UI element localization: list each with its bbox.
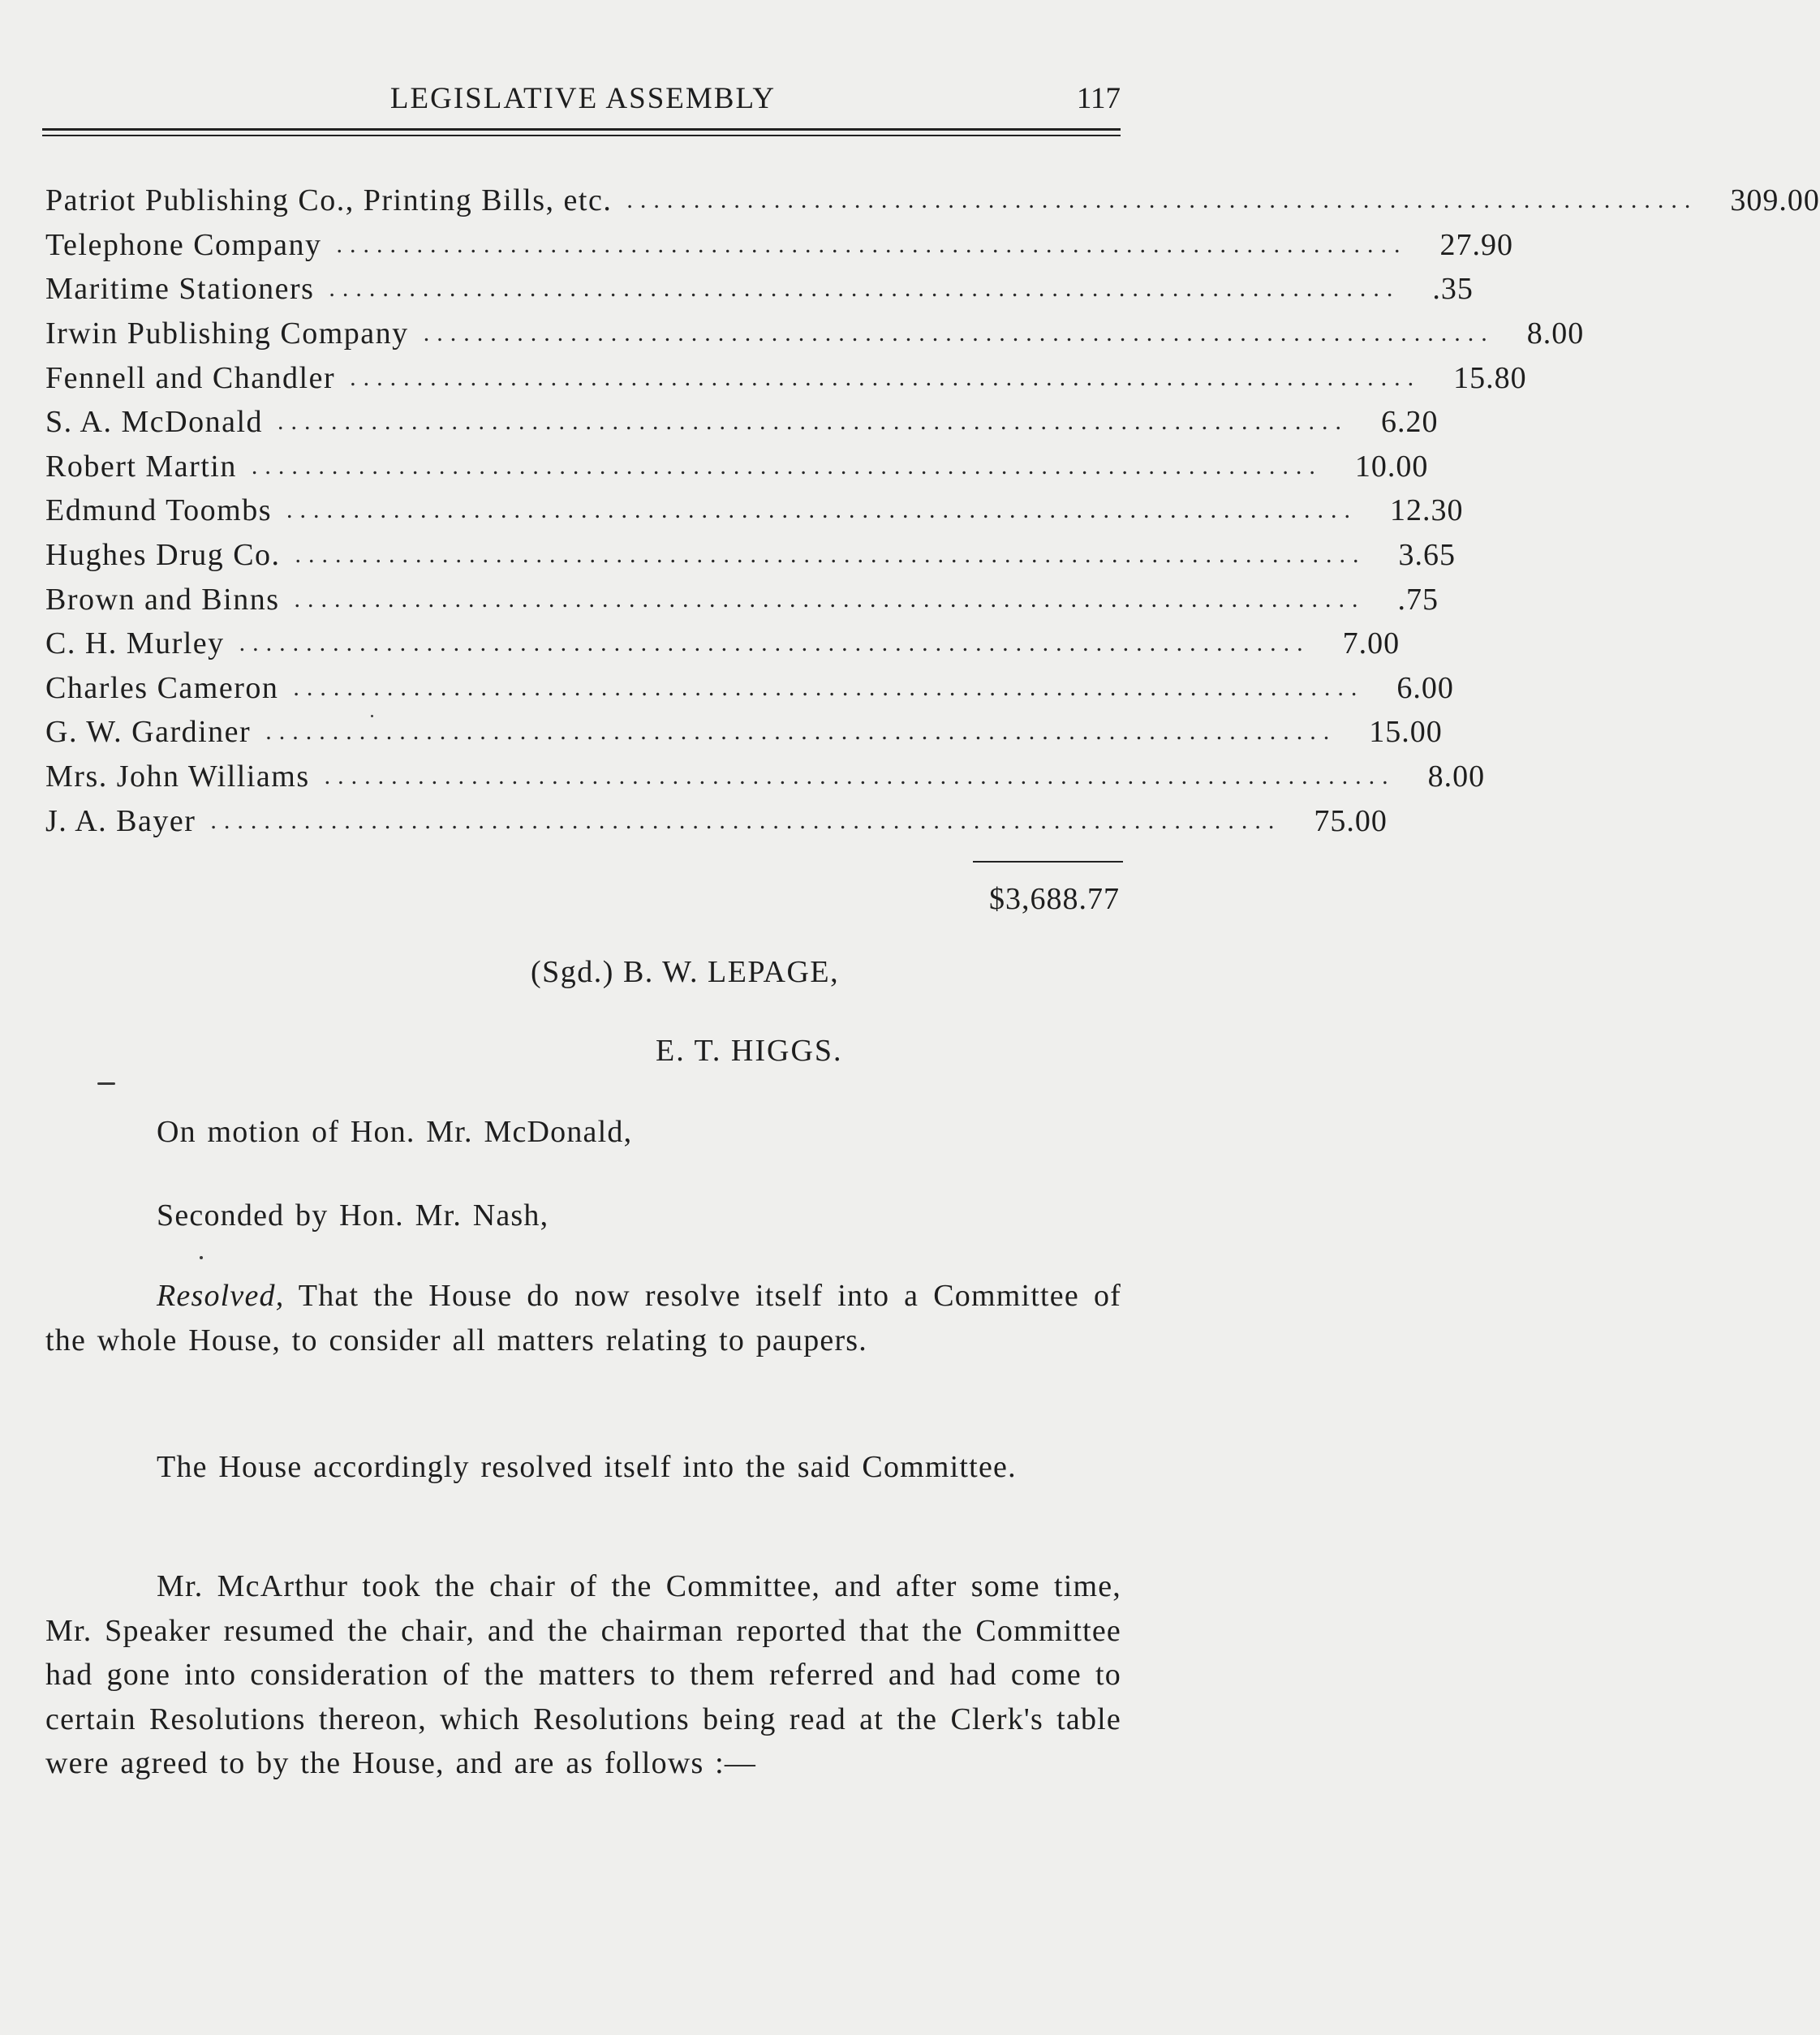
dot-leader: ................................................................................ [293,673,1365,701]
ledger-amount: 8.00 [1526,316,1585,351]
ledger-row [45,577,1439,622]
ledger-row [45,533,1456,578]
ledger-row [45,400,1439,445]
dot-leader: ................................................................................ [278,408,1349,436]
ledger-row [45,223,1513,268]
dot-leader: ................................................................................ [251,452,1323,480]
dot-leader: ................................................................................ [350,364,1422,391]
ledger-row [45,312,1585,356]
ledger-payee: Maritime Stationers [45,272,315,307]
dot-leader: ................................................................................ [336,230,1408,258]
dot-leader: ................................................................................ [294,585,1366,613]
ledger-row [45,355,1527,400]
dot-leader: ................................................................................ [265,718,1337,746]
ledger-payee: Edmund Toombs [45,493,272,528]
dot-leader: ................................................................................ [626,187,1698,214]
dot-leader: ................................................................................ [286,497,1357,524]
ledger-amount: 15.00 [1369,715,1443,750]
ledger-payee: Patriot Publishing Co., Printing Bills, etc. [45,183,613,218]
signature-line-1: (Sgd.) B. W. LEPAGE, [531,955,840,989]
total-rule [973,861,1123,863]
ledger-amount: 309.00 [1730,183,1820,218]
resolved-word: Resolved, [157,1279,285,1313]
ledger-row [45,445,1429,489]
signature-line-2: E. T. HIGGS. [656,1034,843,1068]
ledger-row [45,622,1400,666]
resolved-text: That the House do now resolve itself into a Committee of the whole House, to consider all matters relating to paupers. [45,1279,1121,1357]
ledger-amount: 75.00 [1314,803,1388,838]
ledger-amount: 15.80 [1453,360,1527,395]
ledger-payee: Charles Cameron [45,670,279,705]
ledger-amount: 6.00 [1396,670,1454,705]
ledger-total: $3,688.77 [989,882,1120,916]
expense-ledger [45,179,1820,843]
ledger-amount: 3.65 [1398,538,1456,573]
ledger-row [45,267,1474,312]
ledger-amount: 12.30 [1390,493,1464,528]
resolved-paragraph [45,1274,1121,1362]
ledger-payee: Hughes Drug Co. [45,538,281,573]
running-header [45,78,1121,118]
ledger-row [45,755,1486,799]
accordingly-paragraph: The House accordingly resolved itself into the said Committee. [157,1450,1017,1484]
ledger-payee: C. H. Murley [45,626,225,661]
ledger-amount: .35 [1432,272,1474,307]
dot-leader: ................................................................................ [329,275,1400,303]
ledger-amount: 6.20 [1381,405,1439,440]
ledger-row [45,710,1443,755]
header-double-rule [42,128,1121,136]
ledger-payee: J. A. Bayer [45,803,196,838]
header-title: LEGISLATIVE ASSEMBLY [389,82,777,115]
dot-leader: ................................................................................ [324,763,1396,790]
ledger-amount: 27.90 [1439,227,1513,262]
dot-leader: ................................................................................ [295,541,1366,569]
ledger-payee: Brown and Binns [45,582,280,617]
ledger-payee: G. W. Gardiner [45,715,252,750]
dot-leader: ................................................................................ [423,320,1495,347]
scan-speck [200,1256,203,1259]
ledger-payee: S. A. McDonald [45,405,263,440]
chair-paragraph: Mr. McArthur took the chair of the Committee, and after some time, Mr. Speaker resumed the chair, and the chairman reported that the Committee had gone into consideration of the matters to them referred and had come to certain Resolutions thereon, which Resolutions being read at the Clerk's table were agreed to by the House, and are as follows :— [45,1569,1121,1781]
ledger-payee: Telephone Company [45,227,322,262]
ledger-payee: Fennell and Chandler [45,360,336,395]
ledger-amount: 8.00 [1427,759,1486,794]
page-number: 117 [1076,82,1121,115]
ledger-payee: Mrs. John Williams [45,759,310,794]
ledger-payee: Irwin Publishing Company [45,316,409,351]
seconded-paragraph: Seconded by Hon. Mr. Nash, [157,1198,549,1233]
ledger-row [45,798,1388,843]
ledger-payee: Robert Martin [45,449,237,484]
scan-speck [97,1082,115,1085]
ledger-row [45,488,1464,533]
ledger-amount: 7.00 [1342,626,1400,661]
dot-leader: ................................................................................ [239,630,1310,657]
dot-leader: ................................................................................ [210,807,1282,834]
ledger-amount: 10.00 [1354,449,1429,484]
motion-paragraph: On motion of Hon. Mr. McDonald, [157,1115,633,1149]
ledger-amount: .75 [1397,582,1439,617]
ledger-row [45,666,1454,711]
scan-speck [371,715,373,717]
ledger-row [45,179,1820,223]
